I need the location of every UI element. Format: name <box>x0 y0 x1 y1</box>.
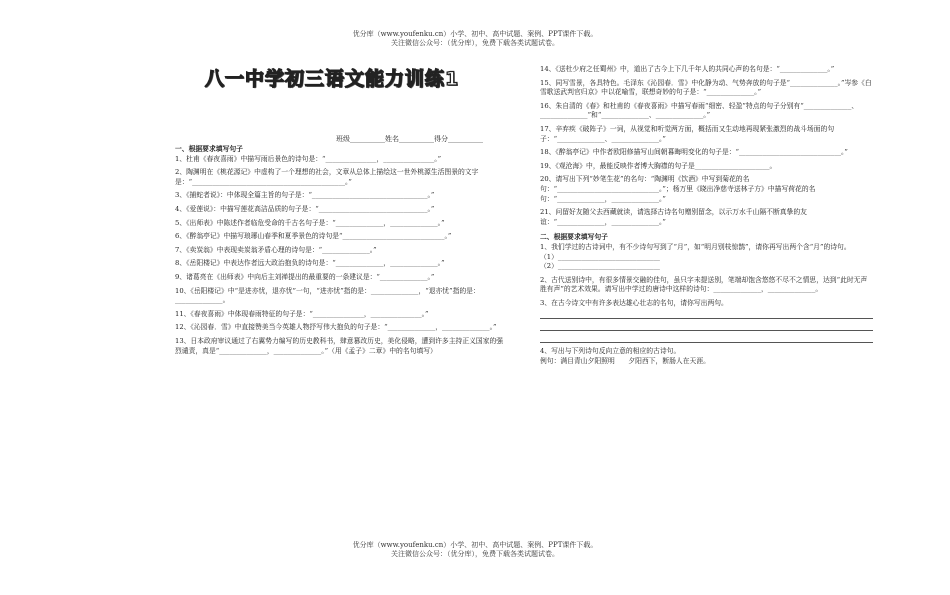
part2-question-1: 1、我们学过的古诗词中，有不少诗句写到了“月”，如“明月别枝惊鹊”，请你再写出两个含“月”的诗句。 <box>540 242 851 251</box>
question-3: 3、《捕蛇者说》：中体现全篇主旨的句子是：“__________________________________。” <box>175 191 435 200</box>
page-footer <box>0 541 950 559</box>
footer-line-1: 优分库（www.youfenku.cn）小学、初中、高中试题、案例、PPT课件下载。 <box>352 541 598 549</box>
answer-blank-2 <box>540 321 873 331</box>
answer-blank-1 <box>540 309 873 319</box>
question-11: 11、《春夜喜雨》中体现春雨特征的句子是：“_______________，_______________。” <box>175 309 429 318</box>
question-10: 10、《岳阳楼记》中“是进亦忧，退亦忧”一句，“进亦忧”指的是：______________，“退亦忧”指的是：______________。 <box>175 286 480 305</box>
answer-blank-3 <box>540 333 873 343</box>
part2-question-3: 3、在古今诗文中有许多表达雄心壮志的名句，请你写出两句。 <box>540 298 728 307</box>
question-20: 20、请写出下列“妙笔生花”的名句：“陶渊明《饮酒》中写到菊花的名句：“______________________________。”；杨万里《晓出净慈寺送林子方》中描写荷花的名句：“______________，______________。” <box>540 175 816 203</box>
question-12: 12、《沁园春．雪》中直接赞美当今英雄人物抒写伟大抱负的句子是：“______________，______________。” <box>175 323 497 332</box>
section-heading-1: 一、根据要求填写句子 <box>175 145 243 153</box>
part2-answer-line-1: （1）______________________________ <box>540 252 660 261</box>
question-18: 18、《醉翁亭记》中作者欧阳修描写山间朝暮晦明变化的句子是：“______________________________。” <box>540 148 848 157</box>
question-6: 6、《醉翁亭记》中描写琅琊山春季和夏季景色的诗句是“______________________________。” <box>175 232 452 241</box>
question-2: 2、陶渊明在《桃花源记》中虚构了一个理想的社会，文章从总体上描绘这一世外桃源生活图景的文字是：“_____________________________________________。” <box>175 168 479 186</box>
question-8: 8、《岳阳楼记》中表达作者远大政治抱负的诗句是：“______________，______________。” <box>175 259 445 268</box>
student-info: 班级__________姓名__________得分__________ <box>336 135 483 143</box>
page-header <box>0 30 950 48</box>
header-line-1: 优分库（www.youfenku.cn）小学、初中、高中试题、案例、PPT课件下载。 <box>352 30 598 38</box>
question-5: 5、《出师表》中陈述作者临危受命的千古名句子是：“______________，______________。” <box>175 218 445 227</box>
footer-line-2: 关注微信公众号：（优分库），免费下载各类试题试卷。 <box>391 550 559 558</box>
page-title: 八一中学初三语文能力训练1 <box>205 68 460 90</box>
question-19: 19、《观沧海》中，最能反映作者博大胸襟的句子是______________________。 <box>540 161 777 170</box>
question-1: 1、杜甫《春夜喜雨》中描写雨后景色的诗句是：“_______________，_______________。” <box>175 154 442 163</box>
part2-question-2: 2、古代送别诗中，有很多情景交融的佳句，虽只字未提送别，笔端却饱含悠悠不尽不之情思，达到“此时无声胜有声”的艺术效果。请写出中学过的唐诗中这样的诗句：______________，______________。 <box>540 275 868 294</box>
question-17: 17、辛弃疾《破阵子》一词，从视觉和听觉两方面，概括而又生动地再现紧张激烈的战斗场面的句子：“______________、______________。” <box>540 124 835 143</box>
question-7: 7、《卖炭翁》中表现卖炭翁矛盾心理的诗句是：“______________。” <box>175 245 377 254</box>
question-4: 4、《爱莲说》：中描写莲花高洁品质的句子是：“________________________________。” <box>175 204 435 213</box>
section-heading-2: 二、根据要求填写句子 <box>540 233 608 242</box>
question-16: 16、朱自清的《春》和杜甫的《春夜喜雨》中描写春雨“细密、轻盈”特点的句子分别有“______________、______________”和“______________、______________。” <box>540 101 859 120</box>
header-line-2: 关注微信公众号：（优分库），免费下载各类试题试卷。 <box>391 39 559 47</box>
question-15: 15、同写雪景，各具特色。毛泽东《沁园春．雪》中化静为动、气势奔放的句子是“______________。”岑参《白雪歌送武判官归京》中以花喻雪，联想奇妙的句子是：“______________。” <box>540 78 872 97</box>
right-column <box>540 65 873 367</box>
question-14: 14、《送杜少府之任蜀州》中，道出了古今上下几千年人的共同心声的名句是：“______________。” <box>540 65 835 73</box>
part2-example: 例句：满目青山夕阳照明 夕阳西下，断肠人在天涯。 <box>540 357 710 366</box>
question-21: 21、问留好友随父去西藏就读，请选择古诗名句赠别留念，以示万水千山隔不断真挚的友谊：“______________，______________。” <box>540 208 807 226</box>
question-13: 13、日本政府审议通过了右翼势力编写的历史教科书，肆意篡改历史，美化侵略，遭到许多主持正义国家的强烈谴责，真是“______________，______________。”（用《孟子》二章》中的名句填写） <box>175 336 504 355</box>
part2-question-4: 4、写出与下列诗句反向立意的相应的古诗句。 <box>540 347 681 356</box>
part2-answer-line-2: （2）______________________________ <box>540 262 660 271</box>
question-9: 9、诸葛亮在《出师表》中向后主刘禅提出的最重要的一条建议是：“______________。” <box>175 272 435 281</box>
left-column <box>175 135 508 356</box>
